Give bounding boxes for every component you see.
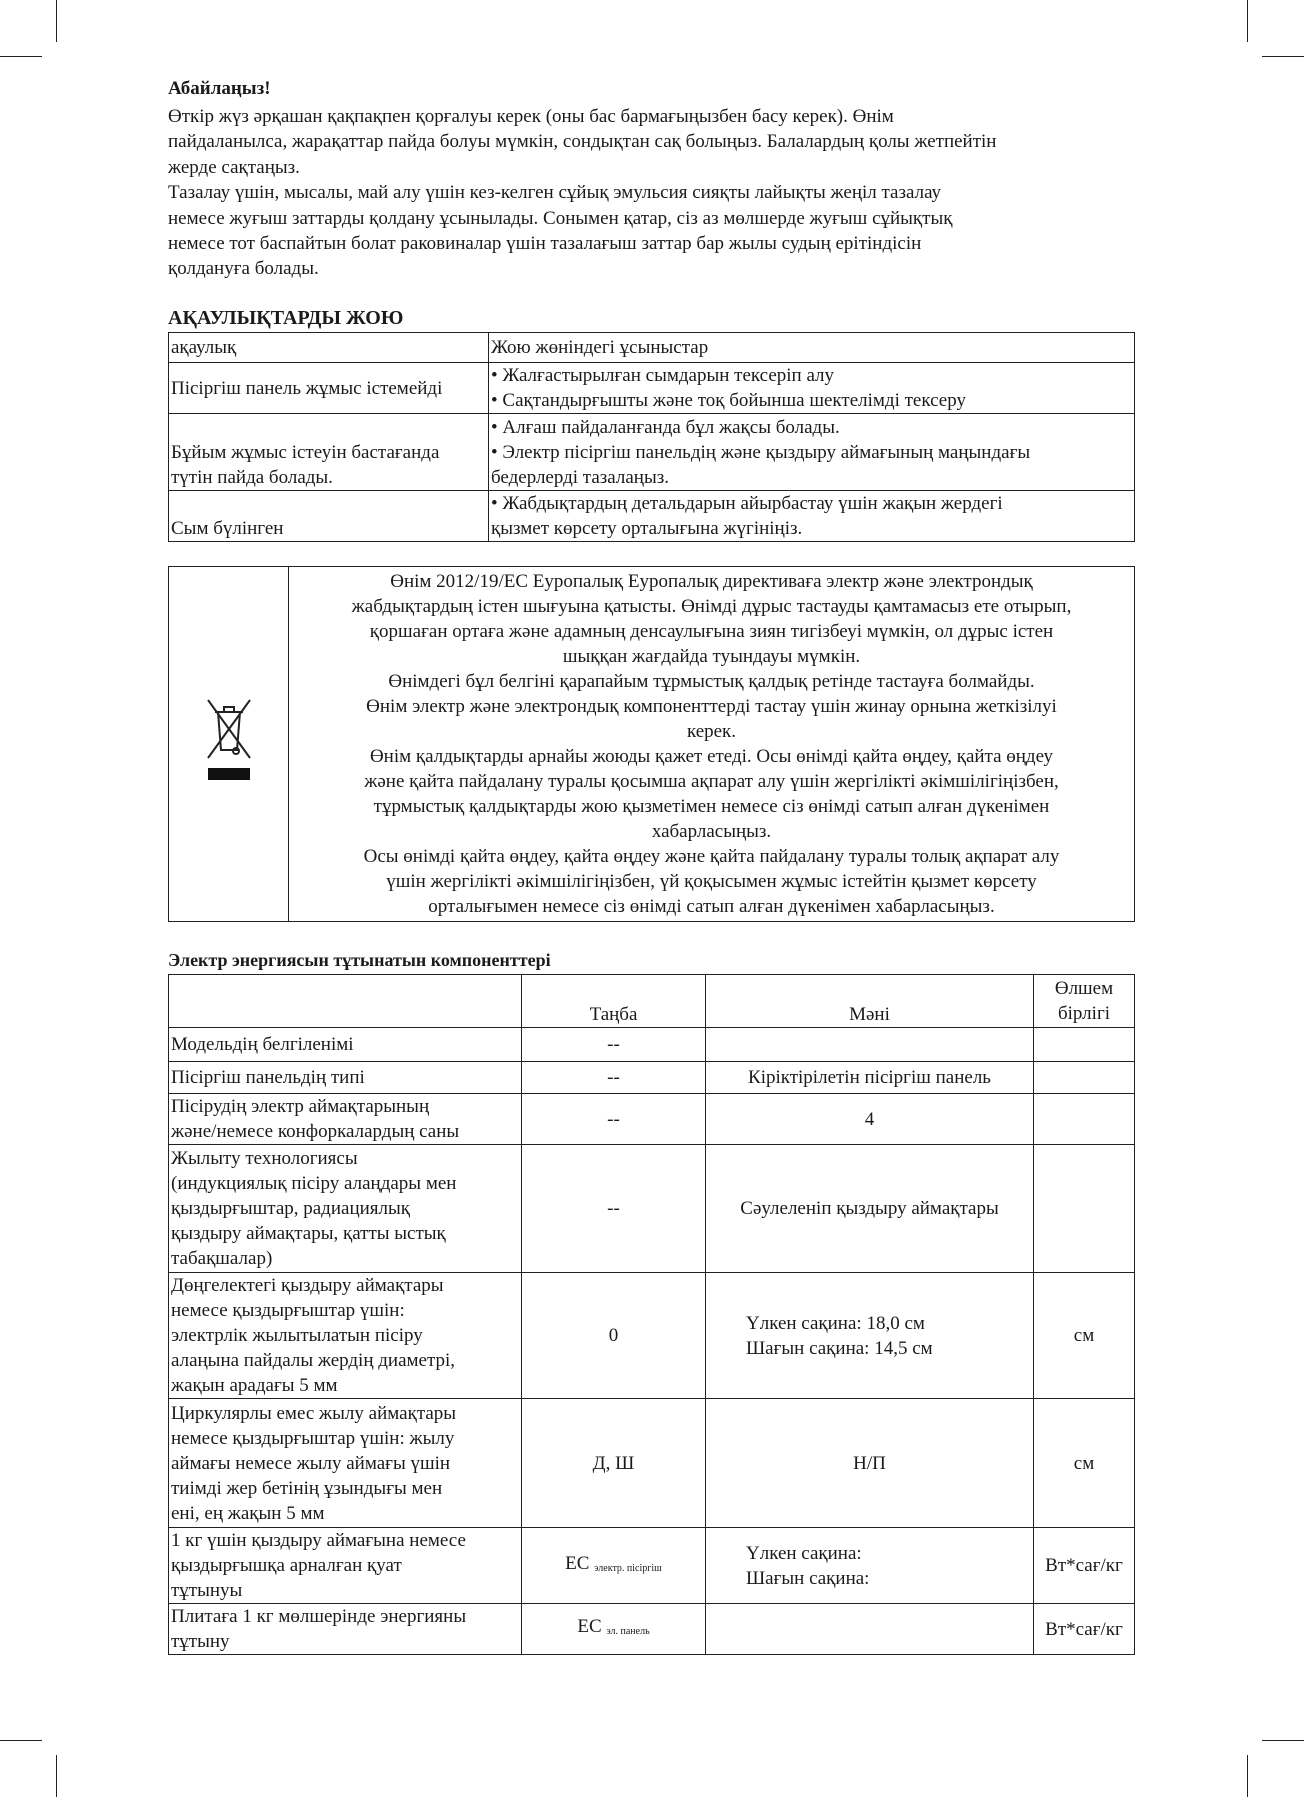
parameter-cell — [169, 1062, 522, 1094]
symbol: -- — [607, 1108, 620, 1130]
parameter-cell — [169, 1094, 522, 1145]
text-line: немесе қыздырғыштар үшін: жылу — [171, 1427, 455, 1449]
table-row — [169, 1062, 1135, 1094]
crop-mark — [0, 56, 42, 57]
symbol-cell — [522, 1273, 706, 1399]
unit-cell — [1034, 1062, 1135, 1094]
text-line: 4 — [864, 1108, 875, 1130]
text-line: Тазалау үшін, мысалы, май алу үшін кез-келген сұйық эмульсия сияқты лайықты жеңіл тазалау — [168, 182, 942, 204]
text-line: Жылыту технологиясы — [171, 1148, 358, 1169]
text-line: Үлкен сақина: — [746, 1542, 862, 1564]
symbol: ЕС — [577, 1616, 602, 1637]
text-line: Пісірудің электр аймақтарының — [171, 1096, 430, 1117]
unit-cell: см — [1034, 1399, 1135, 1528]
crop-mark — [1262, 1740, 1304, 1741]
components-title: Электр энергиясын тұтынатын компоненттері — [168, 950, 551, 970]
text-line: қыздырғыштар, радиациялық — [171, 1198, 411, 1219]
text-line: электрлік жылытылатын пісіру — [171, 1325, 423, 1346]
value-cell — [706, 1062, 1034, 1094]
value-cell — [706, 1604, 1034, 1655]
text-line: Өткір жүз әрқашан қақпақпен қорғалуы керек (оны бас бармағыңызбен басу керек). Өнім — [168, 106, 894, 127]
symbol-cell — [522, 1145, 706, 1273]
symbol-cell — [522, 1399, 706, 1528]
table-row — [169, 1094, 1135, 1145]
text-line: Өнімдегі бұл белгіні қарапайым тұрмыстық қалдық ретінде тастауға болмайды. — [388, 671, 1035, 692]
value-cell — [706, 1528, 1034, 1604]
parameter-cell — [169, 1604, 522, 1655]
symbol-cell — [522, 1604, 706, 1655]
text-line: Пісіргіш панельдің типі — [171, 1067, 365, 1088]
unit-cell — [1034, 1145, 1135, 1273]
warning-title: Абайлаңыз! — [168, 78, 271, 99]
unit-cell: Вт*сағ/кг — [1034, 1604, 1135, 1655]
table-row — [169, 1273, 1135, 1399]
symbol-cell — [522, 1028, 706, 1062]
text-line: шыққан жағдайда туындауы мүмкін. — [562, 646, 861, 667]
crop-mark — [1247, 1755, 1248, 1797]
value-cell — [706, 1399, 1034, 1528]
text-line: немесе қыздырғыштар үшін: — [171, 1300, 405, 1321]
crop-mark — [1247, 0, 1248, 42]
unit-cell: Вт*сағ/кг — [1034, 1528, 1135, 1604]
unit-cell: см — [1034, 1273, 1135, 1399]
text-line: Шағын сақина: — [746, 1567, 870, 1589]
text-line: хабарласыңыз. — [651, 821, 772, 842]
text-line: Өнім электр және электрондық компоненттерді тастау үшін жинау орнына жеткізілуі — [366, 696, 1057, 717]
text-line: жақын арадағы 5 мм — [171, 1375, 338, 1396]
table-row — [169, 1604, 1135, 1655]
symbol: -- — [607, 1198, 620, 1219]
table-row — [169, 1528, 1135, 1604]
crop-mark — [1262, 56, 1304, 57]
value-cell — [706, 1028, 1034, 1062]
symbol-cell — [522, 1094, 706, 1145]
symbol-cell — [522, 1062, 706, 1094]
text-line: Шағын сақина: 14,5 см — [746, 1337, 933, 1359]
text-line: ені, ең жақын 5 мм — [171, 1502, 325, 1524]
text-line: Циркулярлы емес жылу аймақтары — [171, 1402, 457, 1424]
parameter-cell — [169, 1528, 522, 1604]
text-line: Н/П — [853, 1452, 886, 1474]
symbol: Д, Ш — [592, 1452, 635, 1474]
weee-icon-cell — [169, 567, 289, 922]
text-line: жерде сақтаңыз. — [168, 156, 300, 178]
troubleshooting-table — [168, 332, 1135, 542]
text-line: Модельдің белгіленімі — [171, 1034, 354, 1055]
symbol: 0 — [608, 1325, 619, 1346]
header-parameter — [169, 975, 522, 1028]
crop-mark — [56, 0, 57, 42]
text-line: және қайта пайдалану туралы қосымша ақпарат алу үшін жергілікті әкімшілігіңізбен, — [364, 771, 1059, 792]
text-line: керек. — [686, 721, 737, 742]
text-line: Сәулеленіп қыздыру аймақтары — [740, 1198, 999, 1219]
problem-cell: Бұйым жұмыс істеуін бастағанда түтін пайда болады. — [169, 414, 489, 491]
text-line: қыздырғышқа арналған қуат — [171, 1555, 402, 1576]
table-row — [169, 1028, 1135, 1062]
symbol: -- — [607, 1067, 620, 1088]
text-line: немесе жуғыш заттарды қолдану ұсынылады. Сонымен қатар, сіз аз мөлшерде жуғыш сұйықтық — [168, 207, 953, 229]
text-line: Плитаға 1 кг мөлшерінде энергияны — [171, 1606, 467, 1627]
text-line: Өнім қалдықтарды арнайы жоюды қажет етеді. Осы өнімді қайта өңдеу, қайта өңдеу — [369, 746, 1054, 767]
text-line: немесе тот баспайтын болат раковиналар үшін тазалағыш заттар бар жылы судың ерітіндісін — [168, 233, 922, 255]
text-line: тұрмыстық қалдықтарды жою қызметімен немесе сіз өнімді сатып алған дүкенімен — [373, 796, 1050, 817]
value-cell — [706, 1094, 1034, 1145]
symbol-cell — [522, 1528, 706, 1604]
text-line: Үлкен сақина: 18,0 см — [746, 1312, 925, 1334]
text-line: Осы өнімді қайта өңдеу, қайта өңдеу және қайта пайдалану туралы толық ақпарат алу — [363, 846, 1060, 867]
text-line: Дөңгелектегі қыздыру аймақтары — [171, 1275, 444, 1296]
text-line: табақшалар) — [171, 1248, 273, 1269]
table-row — [169, 1145, 1135, 1273]
problem-cell: Пісіргіш панель жұмыс істемейді — [169, 363, 489, 414]
text-line: тұтыну — [171, 1631, 230, 1652]
text-line: және/немесе конфоркалардың саны — [171, 1121, 460, 1142]
symbol-subscript: эл. панель — [606, 1626, 650, 1637]
header-solutions: Жою жөніндегі ұсыныстар — [489, 333, 1135, 363]
text-line: Кіріктірілетін пісіргіш панель — [748, 1067, 991, 1088]
problem-cell: Сым бүлінген — [169, 491, 489, 542]
text-line: тиімді жер бетінің ұзындығы мен — [171, 1477, 443, 1499]
symbol: ЕС — [565, 1552, 590, 1574]
warning-text — [168, 104, 1148, 282]
crossed-out-bin-icon — [204, 696, 254, 786]
components-table — [168, 974, 1135, 1655]
text-line: (индукциялық пісіру алаңдары мен — [171, 1173, 457, 1194]
solution-cell: • Алғаш пайдаланғанда бұл жақсы болады. • Электр пісіргіш панельдің және қыздыру аймағының маңындағы бедерлерді тазалаңыз. — [489, 414, 1135, 491]
parameter-cell — [169, 1399, 522, 1528]
text-line: қолдануға болады. — [168, 258, 319, 280]
header-problem: ақаулық — [169, 333, 489, 363]
solution-cell: • Жабдықтардың детальдарын айырбастау үшін жақын жердегі қызмет көрсету орталығына жүгініңіз. — [489, 491, 1135, 542]
value-cell — [706, 1273, 1034, 1399]
unit-cell — [1034, 1028, 1135, 1062]
text-line: жабдықтардың істен шығуына қатысты. Өнімді дұрыс тастауды қамтамасыз ете отырып, — [351, 596, 1072, 617]
text-line: қыздыру аймақтары, қатты ыстық — [171, 1223, 446, 1244]
text-line: Өнім 2012/19/ЕС Еуропалық Еуропалық директиваға электр және электрондық — [390, 571, 1033, 592]
text-line: қоршаған ортаға және адамның денсаулығына зиян тигізбеуі мүмкін, ол дұрыс істен — [369, 621, 1054, 642]
troubleshooting-title: АҚАУЛЫҚТАРДЫ ЖОЮ — [168, 307, 404, 329]
solution-cell: • Жалғастырылған сымдарын тексеріп алу • Сақтандырғышты және тоқ бойынша шектелімді тексеру — [489, 363, 1135, 414]
text-line: пайдаланылса, жарақаттар пайда болуы мүмкін, сондықтан сақ болыңыз. Балалардың қолы жетпейтін — [168, 131, 997, 153]
unit-cell — [1034, 1094, 1135, 1145]
weee-notice — [168, 566, 1135, 922]
text-line: алаңына пайдалы жердің диаметрі, — [171, 1350, 456, 1371]
table-row — [169, 1399, 1135, 1528]
header-unit: Өлшем бірлігі — [1034, 975, 1135, 1028]
symbol: -- — [607, 1034, 620, 1055]
parameter-cell — [169, 1028, 522, 1062]
text-line: орталығымен немесе сіз өнімді сатып алған дүкенімен хабарласыңыз. — [428, 896, 995, 917]
text-line: үшін жергілікті әкімшілігіңізбен, үй қоқысымен жұмыс істейтін қызмет көрсету — [386, 871, 1037, 892]
crop-mark — [0, 1740, 42, 1741]
parameter-cell — [169, 1273, 522, 1399]
header-value: Мәні — [706, 975, 1034, 1028]
text-line: аймағы немесе жылу аймағы үшін — [171, 1452, 451, 1474]
symbol-subscript: электр. пісіргіш — [594, 1562, 662, 1574]
header-symbol: Таңба — [522, 975, 706, 1028]
value-cell — [706, 1145, 1034, 1273]
weee-text — [289, 567, 1135, 922]
crop-mark — [56, 1755, 57, 1797]
text-line: 1 кг үшін қыздыру аймағына немесе — [171, 1530, 466, 1551]
text-line: тұтынуы — [171, 1580, 243, 1601]
parameter-cell — [169, 1145, 522, 1273]
